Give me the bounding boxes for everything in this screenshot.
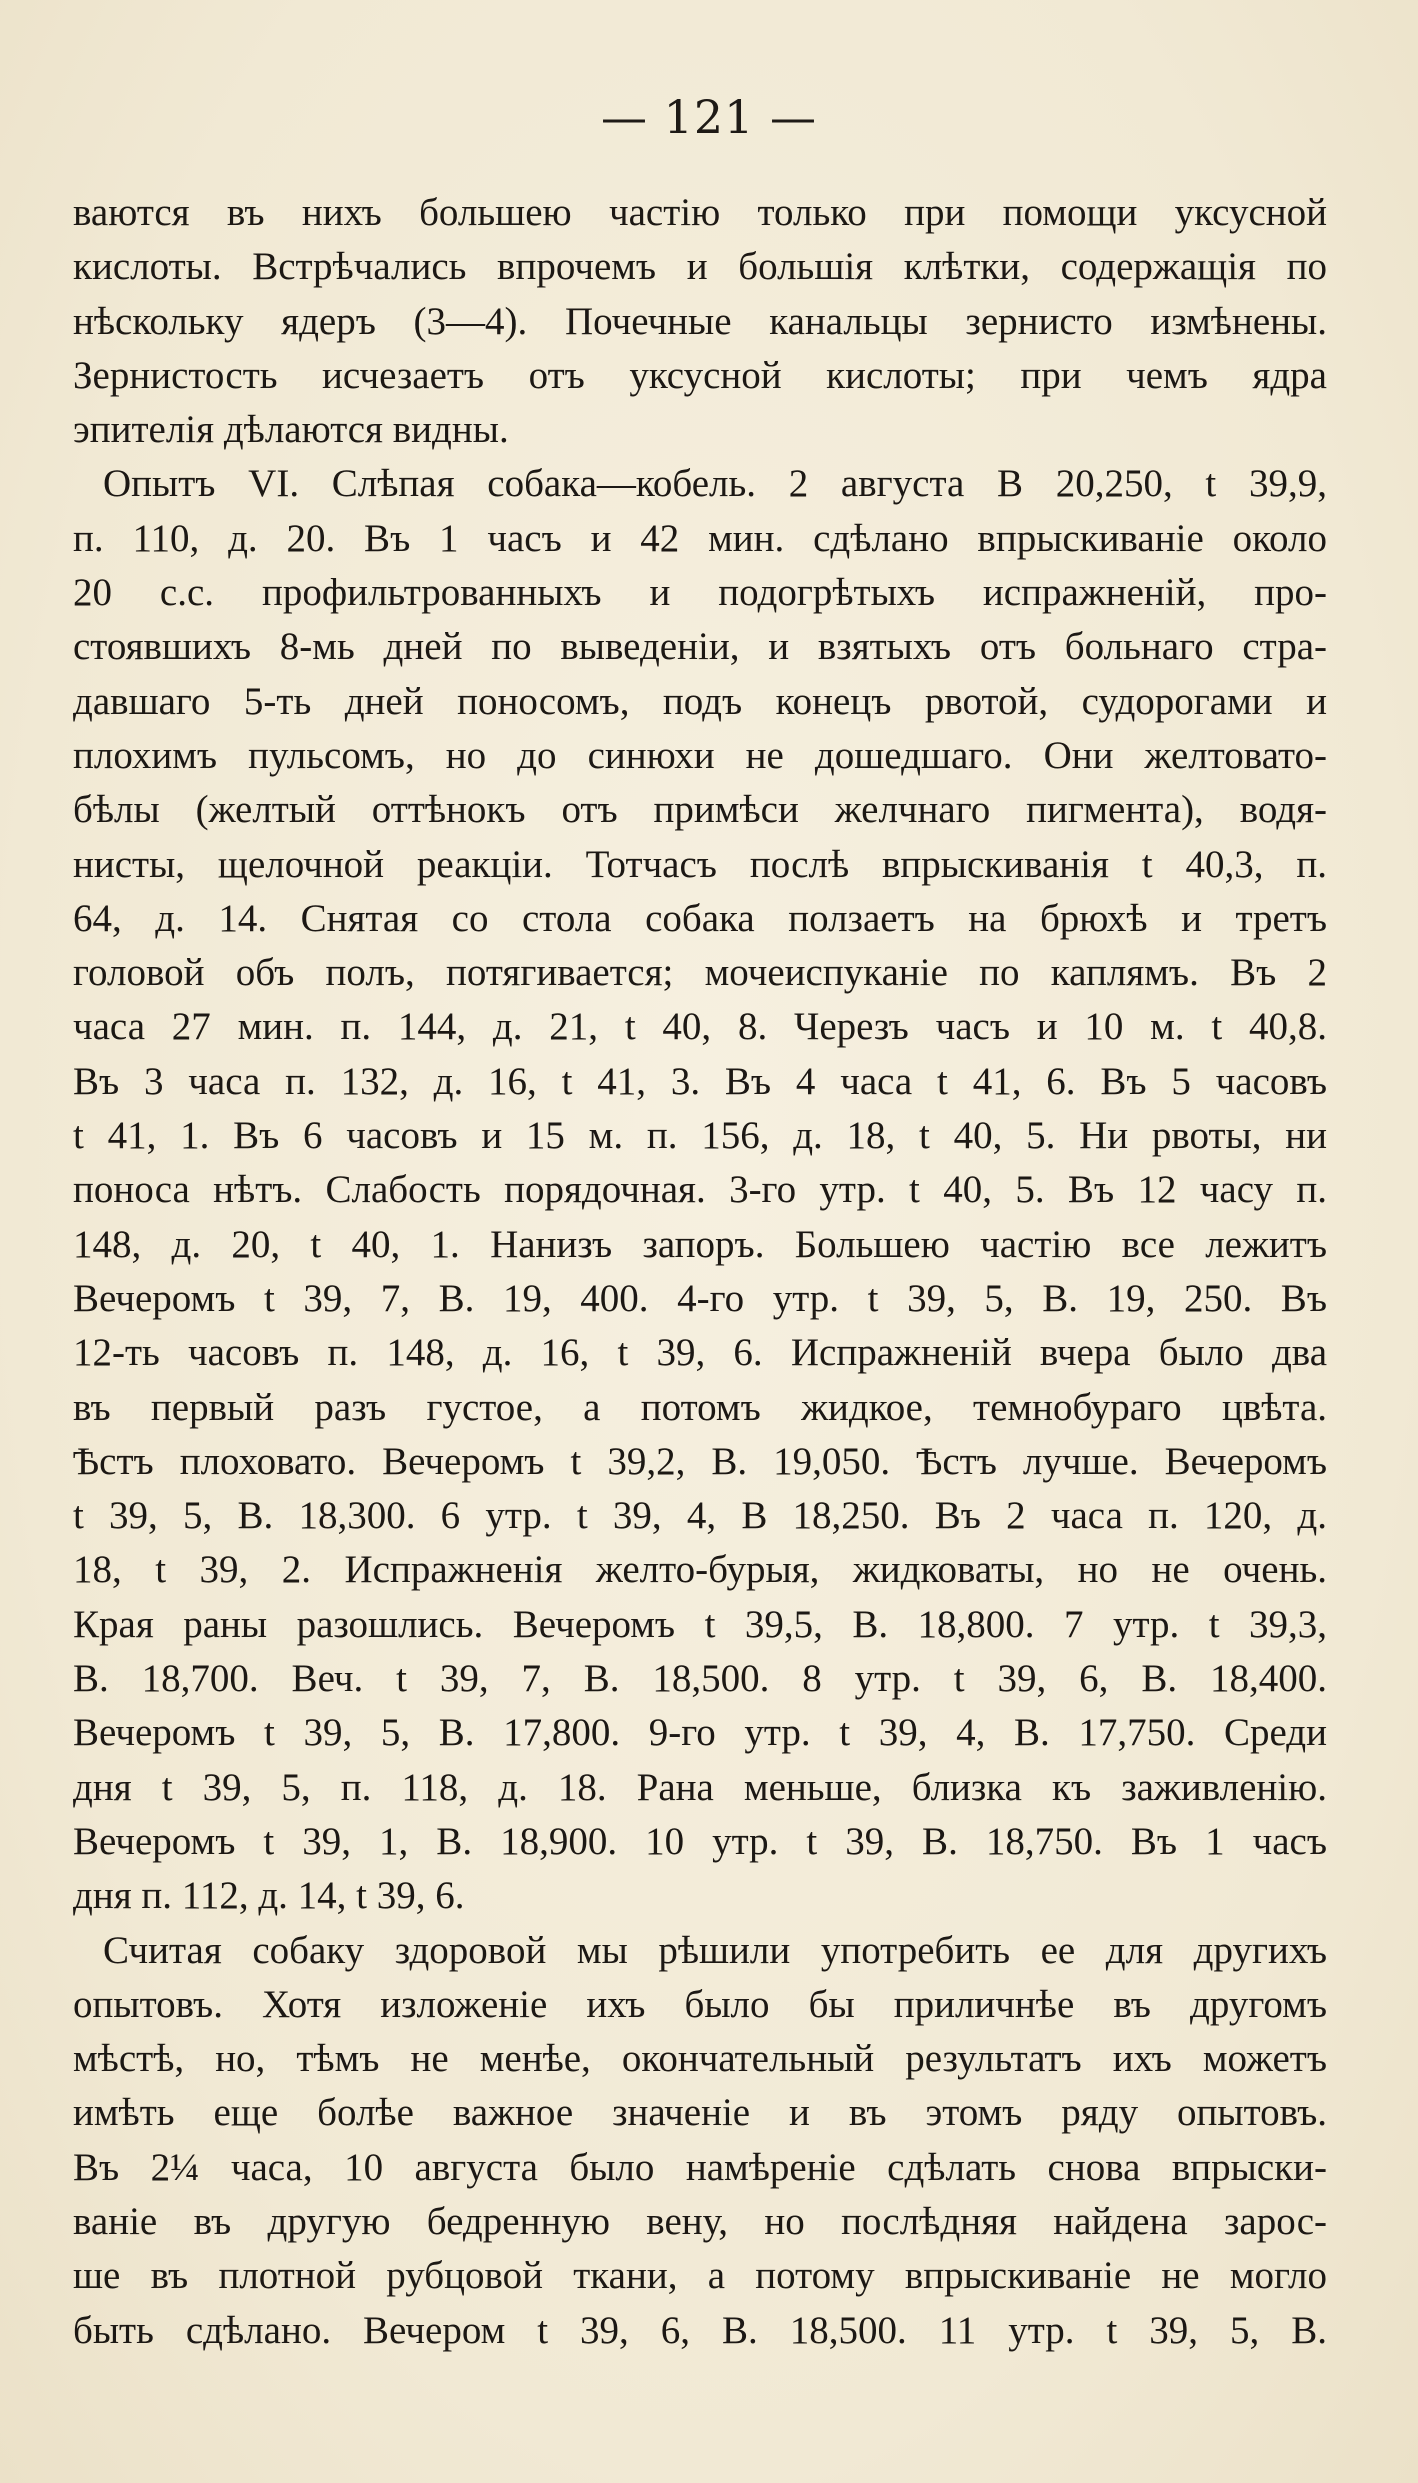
text-line: стоявшихъ 8-мь дней по выведеніи, и взятыхъ отъ больнаго стра- [73, 625, 1327, 669]
text-line: ваніе въ другую бедренную вену, но послѣдняя найдена зарос- [73, 2199, 1327, 2243]
text-line: Вечеромъ t 39, 7, В. 19, 400. 4-го утр. t 39, 5, В. 19, 250. Въ [73, 1276, 1327, 1320]
text-line: ваются въ нихъ большею частію только при помощи уксусной [73, 191, 1327, 234]
text-line: 18, t 39, 2. Испражненія желто-бурыя, жидковаты, но не очень. [73, 1548, 1327, 1592]
text-line: головой объ полъ, потягивается; мочеиспуканіе по каплямъ. Въ 2 [73, 951, 1327, 995]
text-line: 20 с.с. профильтрованныхъ и подогрѣтыхъ испражненій, про- [73, 571, 1327, 615]
text-line: Вечеромъ t 39, 1, В. 18,900. 10 утр. t 39, В. 18,750. Въ 1 часъ [73, 1819, 1327, 1863]
text-line: имѣть еще болѣе важное значеніе и въ этомъ ряду опытовъ. [73, 2091, 1327, 2135]
text-line: Считая собаку здоровой мы рѣшили употребить ее для другихъ [103, 1928, 1327, 1972]
page-number: — 121 — [600, 90, 818, 144]
text-line: Вечеромъ t 39, 5, В. 17,800. 9-го утр. t 39, 4, В. 17,750. Среди [73, 1711, 1327, 1755]
paragraph-continuation [73, 186, 1327, 457]
paragraph-experiment-vi [73, 457, 1327, 1923]
text-line: п. 110, д. 20. Въ 1 часъ и 42 мин. сдѣлано впрыскиваніе около [73, 516, 1327, 560]
text-line: 12-ть часовъ п. 148, д. 16, t 39, 6. Испражненій вчера было два [73, 1331, 1327, 1375]
text-line: нисты, щелочной реакціи. Тотчасъ послѣ впрыскиванія t 40,3, п. [73, 842, 1327, 886]
text-line: поноса нѣтъ. Слабость порядочная. 3-го утр. t 40, 5. Въ 12 часу п. [73, 1168, 1327, 1212]
text-line: нѣскольку ядеръ (3—4). Почечные канальцы зернисто измѣнены. [73, 299, 1327, 343]
text-line: 148, д. 20, t 40, 1. Нанизъ запоръ. Большею частію все лежитъ [73, 1222, 1327, 1266]
text-line: 64, д. 14. Снятая со стола собака ползаетъ на брюхѣ и третъ [73, 896, 1327, 940]
text-line: часа 27 мин. п. 144, д. 21, t 40, 8. Черезъ часъ и 10 м. t 40,8. [73, 1005, 1327, 1049]
body-text [73, 186, 1327, 2358]
text-line: въ первый разъ густое, а потомъ жидкое, темнобураго цвѣта. [73, 1385, 1327, 1429]
text-line: дня t 39, 5, п. 118, д. 18. Рана меньше, близка къ заживленію. [73, 1765, 1327, 1809]
text-line: мѣстѣ, но, тѣмъ не менѣе, окончательный результатъ ихъ можетъ [73, 2037, 1327, 2081]
text-line: ше въ плотной рубцовой ткани, а потому впрыскиваніе не могло [73, 2254, 1327, 2298]
text-line: дня п. 112, д. 14, t 39, 6. [73, 1874, 465, 1918]
text-line: опытовъ. Хотя изложеніе ихъ было бы приличнѣе въ другомъ [73, 1982, 1327, 2026]
text-line: Въ 2¼ часа, 10 августа было намѣреніе сдѣлать снова впрыски- [73, 2145, 1327, 2189]
text-line: эпителія дѣлаются видны. [73, 408, 509, 452]
text-line: плохимъ пульсомъ, но до синюхи не дошедшаго. Они желтовато- [73, 733, 1327, 777]
text-line: Зернистость исчезаетъ отъ уксусной кислоты; при чемъ ядра [73, 353, 1327, 397]
text-line: Въ 3 часа п. 132, д. 16, t 41, 3. Въ 4 часа t 41, 6. Въ 5 часовъ [73, 1059, 1327, 1103]
paragraph-further-experiments [73, 1924, 1327, 2358]
text-line: бѣлы (желтый оттѣнокъ отъ примѣси желчнаго пигмента), водя- [73, 788, 1327, 832]
text-line: давшаго 5-ть дней поносомъ, подъ конецъ рвотой, судорогами и [73, 679, 1327, 723]
text-line: Края раны разошлись. Вечеромъ t 39,5, В. 18,800. 7 утр. t 39,3, [73, 1602, 1327, 1646]
text-line: t 41, 1. Въ 6 часовъ и 15 м. п. 156, д. 18, t 40, 5. Ни рвоты, ни [73, 1114, 1327, 1158]
text-line: В. 18,700. Веч. t 39, 7, В. 18,500. 8 утр. t 39, 6, В. 18,400. [73, 1657, 1327, 1701]
text-line: t 39, 5, В. 18,300. 6 утр. t 39, 4, В 18,250. Въ 2 часа п. 120, д. [73, 1494, 1327, 1538]
text-line: Ѣстъ плоховато. Вечеромъ t 39,2, В. 19,050. Ѣстъ лучше. Вечеромъ [73, 1439, 1327, 1483]
text-line: кислоты. Встрѣчались впрочемъ и большія клѣтки, содержащія по [73, 245, 1327, 289]
text-line: Опытъ VI. Слѣпая собака—кобель. 2 августа В 20,250, t 39,9, [103, 462, 1327, 506]
text-line: быть сдѣлано. Вечером t 39, 6, В. 18,500. 11 утр. t 39, 5, В. [73, 2308, 1327, 2352]
